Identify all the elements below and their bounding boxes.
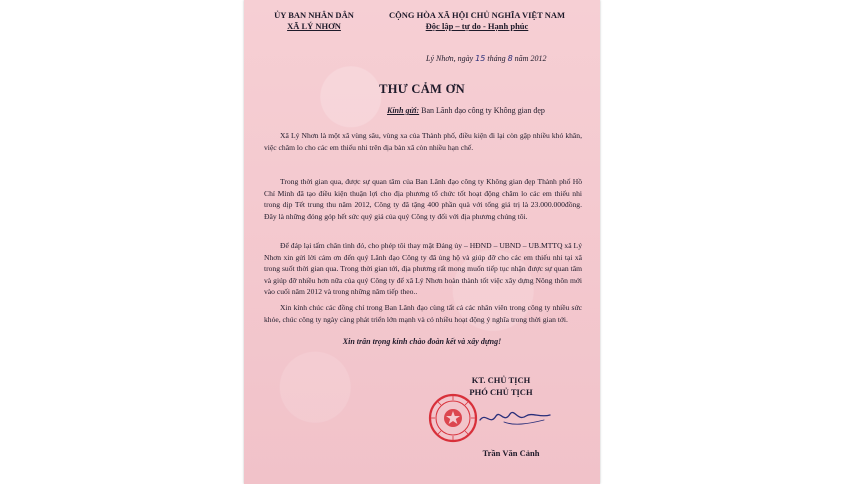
signer-name: Trần Văn Cảnh	[482, 448, 540, 458]
paragraph-4: Xin kính chúc các đồng chí trong Ban Lãnh đạo cùng tất cả các nhân viên trong công ty nhiều sức khỏe, chúc công ty ngày càng phát triển lớn mạnh và có nhiều hoạt động ý nghĩa trong thời gian tới.	[264, 303, 582, 324]
greeting-recipient: Ban Lãnh đạo công ty Không gian đẹp	[421, 106, 545, 115]
date-line	[426, 54, 546, 63]
issuer-header	[268, 10, 360, 32]
greeting-label: Kính gửi:	[387, 106, 420, 115]
issuer-line-1: ỦY BAN NHÂN DÂN	[274, 10, 354, 20]
national-motto: Độc lập – tự do - Hạnh phúc	[425, 21, 529, 31]
date-prefix: Lý Nhơn, ngày	[426, 54, 474, 63]
closing-line: Xin trân trọng kính chào đoàn kết và xây dựng!	[342, 337, 502, 346]
letter-page	[244, 0, 600, 484]
paragraph-3: Để đáp lại tấm chân tình đó, cho phép tôi thay mặt Đảng ủy – HĐND – UBND – UB.MTTQ xã Lý Nhơn xin gửi lời cảm ơn đến quý Lãnh đạo Công ty đã ủng hộ và giúp đỡ cho các em thiếu nhi tại xã trong suốt thời gian qua. Trong thời gian tới, địa phương rất mong muốn tiếp tục nhận được sự quan tâm và giúp đỡ nhiều hơn nữa của quý Công ty để xã Lý Nhơn hoàn thành tốt việc xây dựng Nông thôn mới vào cuối năm 2012 và trong những năm tiếp theo..	[264, 241, 582, 297]
signature-title-1: KT. CHỦ TỊCH	[471, 375, 531, 385]
date-month-word: tháng	[487, 54, 506, 63]
national-header	[372, 10, 582, 32]
date-month: 8	[507, 54, 513, 63]
issuer-line-2: XÃ LÝ NHƠN	[287, 21, 341, 31]
date-year: năm 2012	[514, 54, 547, 63]
handwritten-signature	[474, 398, 554, 438]
paragraph-1: Xã Lý Nhơn là một xã vùng sâu, vùng xa của Thành phố, điều kiện đi lại còn gặp nhiều khó khăn, việc chăm lo cho các em thiếu nhi trên địa bàn xã còn nhiều hạn chế.	[264, 131, 582, 152]
greeting-line	[387, 106, 545, 115]
national-title: CỘNG HÒA XÃ HỘI CHỦ NGHĨA VIỆT NAM	[388, 10, 566, 20]
signature-title-2: PHÓ CHỦ TỊCH	[469, 387, 533, 397]
paragraph-2: Trong thời gian qua, được sự quan tâm của Ban Lãnh đạo công ty Không gian đẹp Thành phố Hồ Chí Minh đã tạo điều kiện thuận lợi cho địa phương tổ chức tốt hoạt động chăm lo các em thiếu nhi trong dịp Tết trung thu năm 2012, Công ty đã tặng 400 phần quà với tổng giá trị là 23.000.000đồng. Đây là những đóng góp hết sức quý giá của quý Công ty đối với địa phương chúng tôi.	[264, 177, 582, 221]
official-seal-icon	[428, 393, 478, 443]
letter-title: THƯ CẢM ƠN	[379, 82, 465, 96]
date-day: 15	[475, 54, 486, 63]
